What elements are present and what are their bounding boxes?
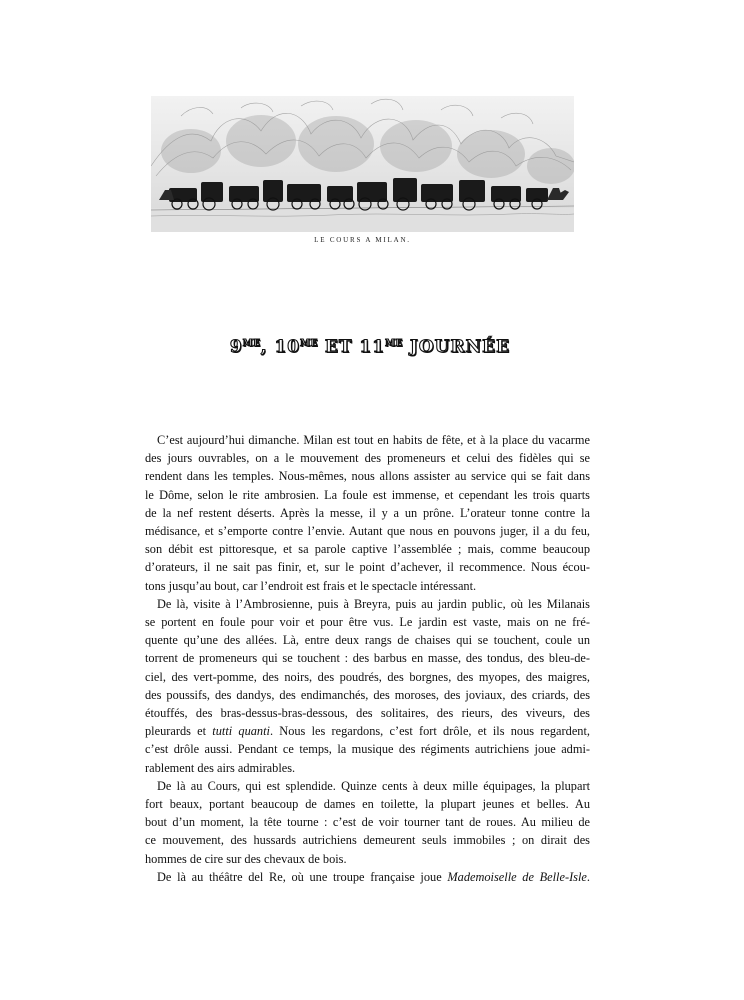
text-segment: bout d’un moment, la tête tourne : c’est de voir tourner tant de roues. Au milieu de [145, 815, 590, 830]
text-line [145, 668, 590, 686]
text-segment: c’est drôle aussi. Pendant ce temps, la musique des régiments autrichiens joue admi- [145, 742, 590, 757]
chapter-word: JOURNÉE [409, 337, 511, 357]
chapter-number: 9 [229, 337, 243, 357]
text-segment: ciel, des vert-pomme, des noirs, des poudrés, des borgnes, des myopes, des maigres, [145, 669, 590, 684]
text-segment: des jours ouvrables, on a le mouvement des promeneurs et celui des fidèles qui se [145, 451, 590, 466]
text-segment: rablement des airs admirables. [145, 760, 296, 775]
text-segment: C’est aujourd’hui dimanche. Milan est tout en habits de fête, et à la place du vacarme [157, 433, 590, 447]
chapter-number: 11 [359, 337, 386, 357]
text-segment: se portent en foule pour voir et pour être vus. Le jardin est vaste, mais on ne fré- [145, 615, 590, 630]
text-line [145, 850, 590, 868]
text-line [145, 795, 590, 813]
text-line [145, 686, 590, 704]
text-line [145, 504, 590, 522]
text-segment: tons jusqu’au bout, car l’endroit est frais et le spectacle intéressant. [145, 578, 477, 593]
text-line [145, 540, 590, 558]
text-line [145, 613, 590, 631]
text-segment: De là au Cours, qui est splendide. Quinze cents à deux mille équipages, la plupart [157, 778, 590, 793]
italic-text-segment: Mademoiselle de Belle-Isle [447, 869, 587, 884]
text-segment: étouffés, des bras-dessus-bras-dessous, des solitaires, des rieurs, des viveurs, des [145, 706, 590, 721]
engraving-illustration [151, 96, 574, 232]
chapter-number: 10 [274, 337, 301, 357]
chapter-separator: , [260, 337, 275, 357]
text-segment: . Nous les regardons, c’est fort drôle, et ils nous regardent, [269, 724, 590, 739]
text-segment: hommes de cire sur des chevaux de bois. [145, 851, 347, 866]
text-segment: ce mouvement, des hussards autrichiens demeurent seuls immobiles ; on dirait des [145, 833, 590, 848]
text-line [145, 486, 590, 504]
text-segment: pleurards et [145, 724, 213, 739]
text-segment: son débit est pittoresque, et sa parole captive l’assemblée ; mais, comme beaucoup [145, 542, 590, 557]
text-line [145, 449, 590, 467]
chapter-separator [403, 337, 410, 357]
text-line [145, 704, 590, 722]
italic-text-segment: tutti quanti [212, 724, 270, 739]
text-line [145, 558, 590, 576]
text-segment: . [586, 869, 590, 884]
illustration-caption: LE COURS A MILAN. [314, 236, 411, 244]
text-line [145, 649, 590, 667]
text-line [145, 522, 590, 540]
text-segment: d’orateurs, il ne sait pas finir, et, sur le point d’achever, il recommence. Nous écou- [145, 560, 590, 575]
text-line [145, 868, 590, 886]
text-line [145, 577, 590, 595]
text-segment: torrent de promeneurs qui se touchent : des barbus en masse, des tondus, des bleu-de- [145, 651, 590, 666]
chapter-heading [150, 337, 590, 357]
text-segment: médisance, et s’emporte contre l’envie. Autant que nous en pouvons juger, il a du feu, [145, 524, 590, 539]
text-line [145, 759, 590, 777]
text-segment: le Dôme, selon le rite ambrosien. La foule est immense, et cependant les trois quarts [145, 487, 590, 502]
text-line [145, 831, 590, 849]
text-segment: fort beaux, portant beaucoup de dames en toilette, la plupart jeunes et belles. Au [145, 797, 590, 812]
text-line [145, 631, 590, 649]
text-line [145, 595, 590, 613]
chapter-number-suffix: ME [385, 339, 403, 349]
text-line [145, 722, 590, 740]
text-line [145, 777, 590, 795]
text-segment: quente qu’une des allées. Là, entre deux rangs de chaises qui se touchent, coule un [145, 633, 590, 648]
text-segment: rendent dans les temples. Nous-mêmes, nous allons assister au service qui se fait dans [145, 469, 590, 484]
text-line [145, 740, 590, 758]
text-segment: De là, visite à l’Ambrosienne, puis à Breyra, puis au jardin public, où les Milanais [157, 596, 590, 611]
carriages-scene-image [151, 96, 574, 232]
body-text [145, 431, 590, 886]
text-segment: des poussifs, des dandys, des endimanchés, des moroses, des joviaux, des criards, des [145, 687, 590, 702]
text-line [145, 467, 590, 485]
chapter-separator: ET [317, 337, 360, 357]
text-line [145, 431, 590, 449]
chapter-number-suffix: ME [242, 339, 261, 349]
text-segment: De là au théâtre del Re, où une troupe française joue [157, 869, 448, 884]
text-segment: de la nef restent déserts. Après la messe, il y a un prône. L’orateur tonne contre la [145, 505, 590, 520]
chapter-number-suffix: ME [300, 339, 318, 349]
text-line [145, 813, 590, 831]
